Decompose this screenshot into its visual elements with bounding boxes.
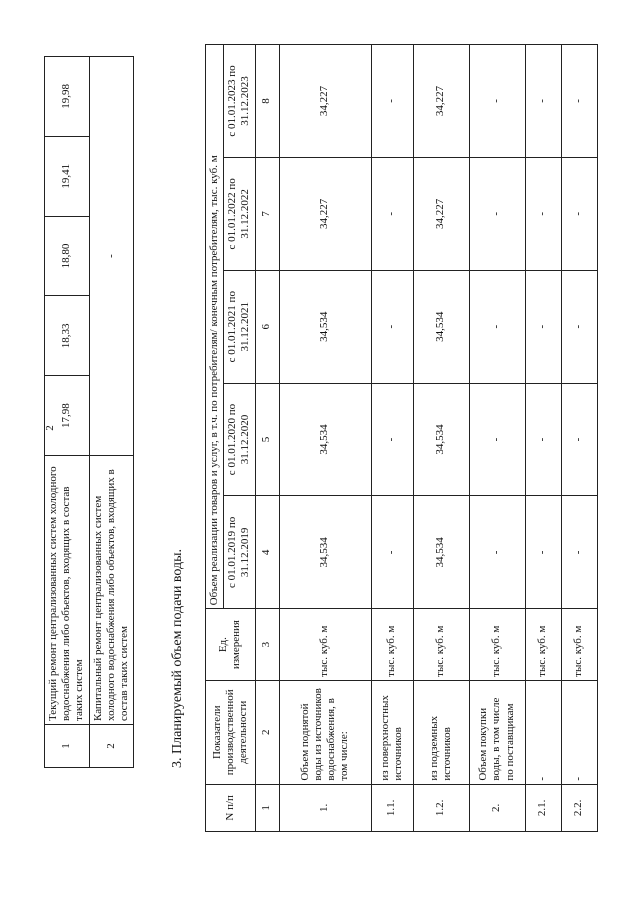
value-cell: 19,41 — [45, 136, 90, 216]
value-cell: 34,534 — [279, 270, 371, 383]
row-unit: тыс. куб. м — [413, 609, 469, 681]
value-cell: 34,534 — [413, 496, 469, 609]
page-number: 2 — [43, 425, 56, 431]
value-cell: - — [525, 157, 561, 270]
value-cell: - — [525, 270, 561, 383]
value-cell: - — [525, 383, 561, 496]
value-cell: 34,227 — [279, 45, 371, 158]
column-number: 7 — [255, 157, 279, 270]
value-cell: - — [469, 45, 525, 158]
value-cell: 34,227 — [279, 157, 371, 270]
value-cell: - — [561, 45, 597, 158]
section-title: 3. Планируемый объем подачи воды. — [170, 548, 185, 768]
value-cell: - — [561, 157, 597, 270]
value-cell: - — [371, 45, 413, 158]
water-supply-table — [205, 44, 598, 832]
row-description: Текущий ремонт централизованных систем холодного водоснабжения либо объектов, входящих в состав таких систем — [45, 456, 90, 725]
row-unit: тыс. куб. м — [561, 609, 597, 681]
table-row — [89, 57, 134, 768]
header-n: N п/п — [206, 784, 256, 831]
row-name: из подземных источников — [413, 680, 469, 784]
table-row — [525, 45, 561, 832]
value-cell: - — [469, 157, 525, 270]
table-row — [371, 45, 413, 832]
table-row — [45, 57, 90, 768]
row-number: 1 — [45, 725, 90, 768]
value-cell: - — [469, 496, 525, 609]
value-cell: 18,80 — [45, 216, 90, 296]
value-cell: 34,227 — [413, 157, 469, 270]
table-row — [469, 45, 525, 832]
header-period: с 01.01.2022 по 31.12.2022 — [224, 157, 255, 270]
row-description: Капитальный ремонт централизованных систем холодного водоснабжения либо объектов, входящих в состав таких систем — [89, 456, 134, 725]
row-number: 1. — [279, 784, 371, 831]
row-unit: тыс. куб. м — [279, 609, 371, 681]
header-period: с 01.01.2020 по 31.12.2020 — [224, 383, 255, 496]
row-unit: тыс. куб. м — [525, 609, 561, 681]
row-name: из поверхностных источников — [371, 680, 413, 784]
row-name: Объем поднятой воды из источников водоснабжения, в том числе: — [279, 680, 371, 784]
table-row — [561, 45, 597, 832]
value-cell: - — [561, 383, 597, 496]
row-unit: тыс. куб. м — [469, 609, 525, 681]
value-cell: - — [525, 496, 561, 609]
value-cell: 17,98 — [45, 376, 90, 456]
column-number: 2 — [255, 680, 279, 784]
header-volume-group: Объем реализации товаров и услуг, в т.ч. по потребителям/ конечным потребителям, тыс. куб. м — [206, 45, 224, 609]
row-unit: тыс. куб. м — [371, 609, 413, 681]
column-number: 5 — [255, 383, 279, 496]
value-cell: 34,534 — [279, 496, 371, 609]
table-row — [279, 45, 371, 832]
value-cell: - — [371, 157, 413, 270]
value-cell: - — [469, 270, 525, 383]
row-number: 1.1. — [371, 784, 413, 831]
header-row — [206, 45, 224, 832]
value-cell: - — [561, 270, 597, 383]
header-indicator: Показатели производственной деятельности — [206, 680, 256, 784]
row-number: 2.1. — [525, 784, 561, 831]
value-cell: - — [371, 383, 413, 496]
column-number: 8 — [255, 45, 279, 158]
column-number: 4 — [255, 496, 279, 609]
header-unit: Ед. измерения — [206, 609, 256, 681]
row-name: - — [525, 680, 561, 784]
table-row — [413, 45, 469, 832]
column-number: 1 — [255, 784, 279, 831]
value-cell: 19,98 — [45, 57, 90, 137]
column-number-row — [255, 45, 279, 832]
column-number: 3 — [255, 609, 279, 681]
row-name: - — [561, 680, 597, 784]
value-cell: - — [469, 383, 525, 496]
value-cell: 34,534 — [413, 270, 469, 383]
value-cell: - — [371, 270, 413, 383]
column-number: 6 — [255, 270, 279, 383]
header-period: с 01.01.2023 по 31.12.2023 — [224, 45, 255, 158]
value-cell: - — [371, 496, 413, 609]
repair-costs-table — [44, 56, 134, 768]
row-number: 2.2. — [561, 784, 597, 831]
value-cell: - — [561, 496, 597, 609]
row-number: 2 — [89, 725, 134, 768]
value-cell: 34,227 — [413, 45, 469, 158]
value-cell: 34,534 — [413, 383, 469, 496]
header-period: с 01.01.2021 по 31.12.2021 — [224, 270, 255, 383]
value-cell: 34,534 — [279, 383, 371, 496]
row-name: Объем покупки воды, в том числе по поставщикам — [469, 680, 525, 784]
header-period: с 01.01.2019 по 31.12.2019 — [224, 496, 255, 609]
merged-value-cell: - — [89, 57, 134, 456]
row-number: 2. — [469, 784, 525, 831]
value-cell: 18,33 — [45, 296, 90, 376]
row-number: 1.2. — [413, 784, 469, 831]
value-cell: - — [525, 45, 561, 158]
